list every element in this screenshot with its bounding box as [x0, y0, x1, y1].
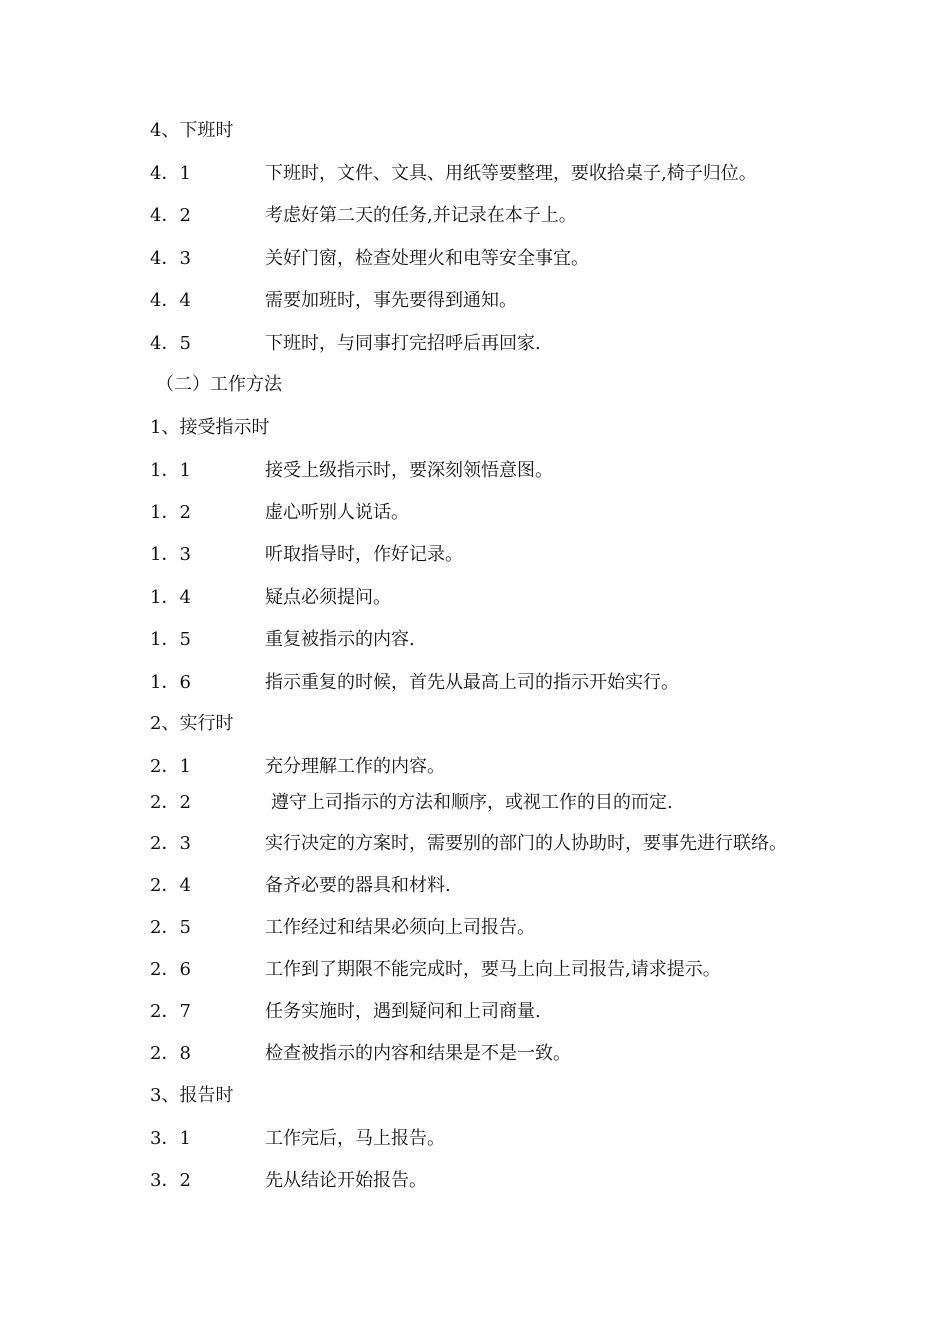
item-text: 下班时，与同事打完招呼后再回家. [265, 333, 541, 354]
item-text: 重复被指示的内容. [265, 629, 415, 650]
item-number: 4．3 [150, 248, 191, 269]
item-text: 先从结论开始报告。 [265, 1170, 427, 1191]
item-text: 工作到了期限不能完成时，要马上向上司报告,请求提示。 [265, 959, 721, 980]
item-number: 1．2 [150, 502, 191, 523]
section-heading-2: 2、实行时 [150, 713, 234, 734]
item-text: 工作完后，马上报告。 [265, 1128, 445, 1149]
item-number: 3．2 [150, 1170, 191, 1191]
item-text: 虚心听别人说话。 [265, 502, 409, 523]
item-text: 考虑好第二天的任务,并记录在本子上。 [265, 205, 577, 226]
item-number: 1．1 [150, 460, 191, 481]
item-number: 2．8 [150, 1043, 191, 1064]
item-text: 遵守上司指示的方法和顺序，或视工作的目的而定. [271, 792, 673, 813]
item-number: 1．4 [150, 587, 191, 608]
item-number: 2．3 [150, 833, 191, 854]
item-text: 关好门窗，检查处理火和电等安全事宜。 [265, 248, 589, 269]
item-number: 4．5 [150, 333, 191, 354]
item-text: 听取指导时，作好记录。 [265, 544, 463, 565]
item-text: 需要加班时，事先要得到通知。 [265, 290, 517, 311]
item-number: 4．2 [150, 205, 191, 226]
item-number: 2．5 [150, 917, 191, 938]
item-text: 充分理解工作的内容。 [265, 756, 445, 777]
item-text: 任务实施时，遇到疑问和上司商量. [265, 1001, 541, 1022]
item-number: 1．5 [150, 629, 191, 650]
item-number: 2．2 [150, 792, 191, 813]
item-number: 2．1 [150, 756, 191, 777]
part-heading: （二）工作方法 [156, 374, 282, 395]
item-text: 备齐必要的器具和材料. [265, 875, 451, 896]
item-text: 指示重复的时候，首先从最高上司的指示开始实行。 [265, 672, 679, 693]
item-number: 2．7 [150, 1001, 191, 1022]
item-number: 3．1 [150, 1128, 191, 1149]
section-heading-3: 3、报告时 [150, 1085, 234, 1106]
item-number: 4．1 [150, 163, 191, 184]
item-number: 2．6 [150, 959, 191, 980]
item-number: 2．4 [150, 875, 191, 896]
item-text: 接受上级指示时，要深刻领悟意图。 [265, 460, 553, 481]
item-number: 1．6 [150, 672, 191, 693]
item-number: 1．3 [150, 544, 191, 565]
section-heading-1: 1、接受指示时 [150, 417, 270, 438]
item-text: 检查被指示的内容和结果是不是一致。 [265, 1043, 571, 1064]
item-text: 下班时，文件、文具、用纸等要整理，要收拾桌子,椅子归位。 [265, 163, 757, 184]
item-text: 实行决定的方案时，需要别的部门的人协助时，要事先进行联络。 [265, 833, 787, 854]
section-heading-4: 4、下班时 [150, 120, 234, 141]
item-number: 4．4 [150, 290, 191, 311]
item-text: 工作经过和结果必须向上司报告。 [265, 917, 535, 938]
item-text: 疑点必须提问。 [265, 587, 391, 608]
